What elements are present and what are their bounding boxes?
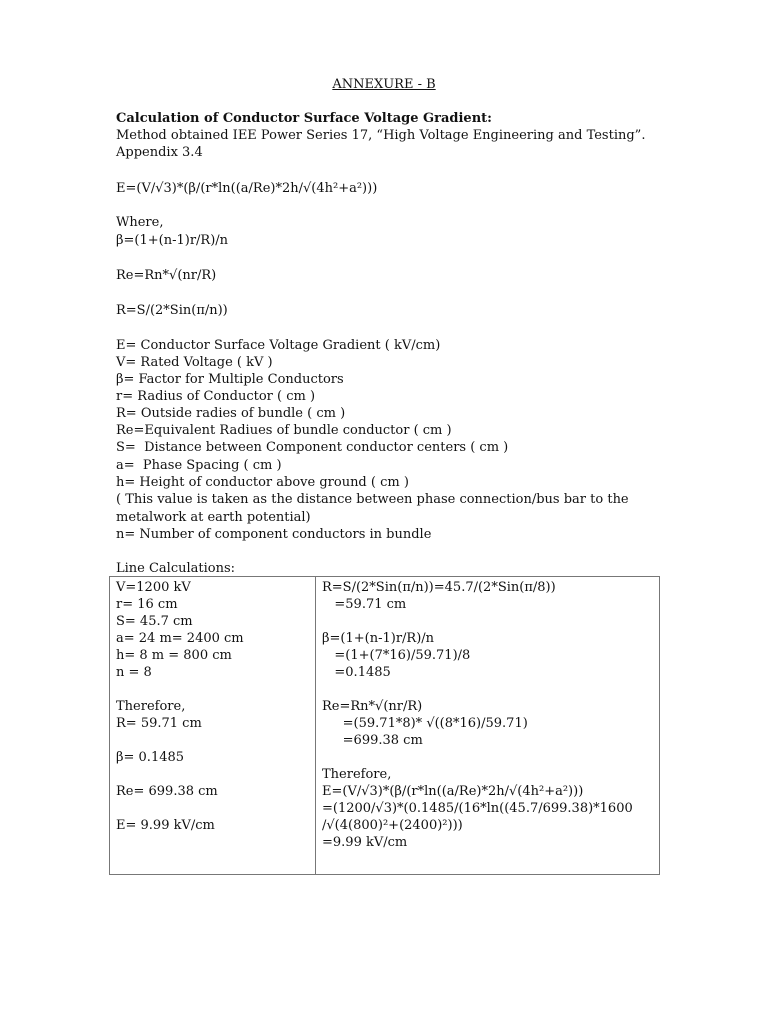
table-line: V=1200 kV	[116, 580, 191, 595]
section-heading: Calculation of Conductor Surface Voltage Gradient:	[116, 111, 492, 126]
table-line: n = 8	[116, 665, 152, 680]
definition-line: a= Phase Spacing ( cm )	[116, 458, 282, 473]
table-line: a= 24 m= 2400 cm	[116, 631, 244, 646]
table-line: =(59.71*8)* √((8*16)/59.71)	[322, 716, 528, 731]
definition-line: V= Rated Voltage ( kV )	[116, 355, 273, 370]
table-line: β= 0.1485	[116, 750, 185, 765]
beta-formula: β=(1+(n-1)r/R)/n	[116, 233, 229, 248]
table-line: R= 59.71 cm	[116, 716, 202, 731]
table-line: /√(4(800)²+(2400)²)))	[322, 818, 463, 833]
table-line	[116, 766, 309, 783]
table-line	[322, 681, 653, 698]
table-line: =(1+(7*16)/59.71)/8	[322, 648, 471, 663]
table-line: =0.1485	[322, 665, 391, 680]
method-line-1: Method obtained IEE Power Series 17, “High Voltage Engineering and Testing”.	[116, 128, 646, 143]
method-line-2: Appendix 3.4	[116, 145, 203, 160]
table-line: β=(1+(n-1)r/R)/n	[322, 631, 435, 646]
definition-line: metalwork at earth potential)	[116, 510, 311, 525]
table-line: =59.71 cm	[322, 597, 407, 612]
table-line: E=(V/√3)*(β/(r*ln((a/Re)*2h/√(4h²+a²)))	[322, 784, 584, 799]
table-line: r= 16 cm	[116, 597, 178, 612]
definition-line: ( This value is taken as the distance between phase connection/bus bar to the	[116, 492, 629, 507]
table-line	[322, 749, 653, 766]
annexure-title: ANNEXURE - B	[332, 77, 436, 92]
table-line: S= 45.7 cm	[116, 614, 193, 629]
where-label: Where,	[116, 215, 164, 230]
table-line: Re= 699.38 cm	[116, 784, 218, 799]
table-line: E= 9.99 kV/cm	[116, 818, 215, 833]
table-line: =(1200/√3)*(0.1485/(16*ln((45.7/699.38)*1600	[322, 801, 633, 816]
calculation-table	[109, 576, 660, 875]
main-formula: E=(V/√3)*(β/(r*ln((a/Re)*2h/√(4h²+a²)))	[116, 181, 378, 196]
definition-line: R= Outside radies of bundle ( cm )	[116, 406, 346, 421]
derivation-cell	[316, 577, 660, 875]
table-line: =699.38 cm	[322, 733, 423, 748]
table-line	[116, 681, 309, 698]
table-line: R=S/(2*Sin(π/n))=45.7/(2*Sin(π/8))	[322, 580, 556, 595]
table-line: Re=Rn*√(nr/R)	[322, 699, 423, 714]
r-formula: R=S/(2*Sin(π/n))	[116, 303, 228, 318]
definition-line: Re=Equivalent Radiues of bundle conductor ( cm )	[116, 423, 452, 438]
definition-line: n= Number of component conductors in bundle	[116, 527, 432, 542]
definition-line: E= Conductor Surface Voltage Gradient ( kV/cm)	[116, 338, 441, 353]
definition-line: S= Distance between Component conductor centers ( cm )	[116, 440, 509, 455]
table-line	[322, 613, 653, 630]
table-line: Therefore,	[322, 767, 392, 782]
given-values-cell	[110, 577, 316, 875]
table-line: h= 8 m = 800 cm	[116, 648, 232, 663]
table-line	[116, 732, 309, 749]
table-line: Therefore,	[116, 699, 186, 714]
definition-line: r= Radius of Conductor ( cm )	[116, 389, 316, 404]
table-line: =9.99 kV/cm	[322, 835, 408, 850]
line-calculations-heading: Line Calculations:	[116, 561, 236, 576]
definition-line: h= Height of conductor above ground ( cm )	[116, 475, 409, 490]
definition-line: β= Factor for Multiple Conductors	[116, 372, 344, 387]
table-line	[116, 800, 309, 817]
re-formula: Re=Rn*√(nr/R)	[116, 268, 217, 283]
